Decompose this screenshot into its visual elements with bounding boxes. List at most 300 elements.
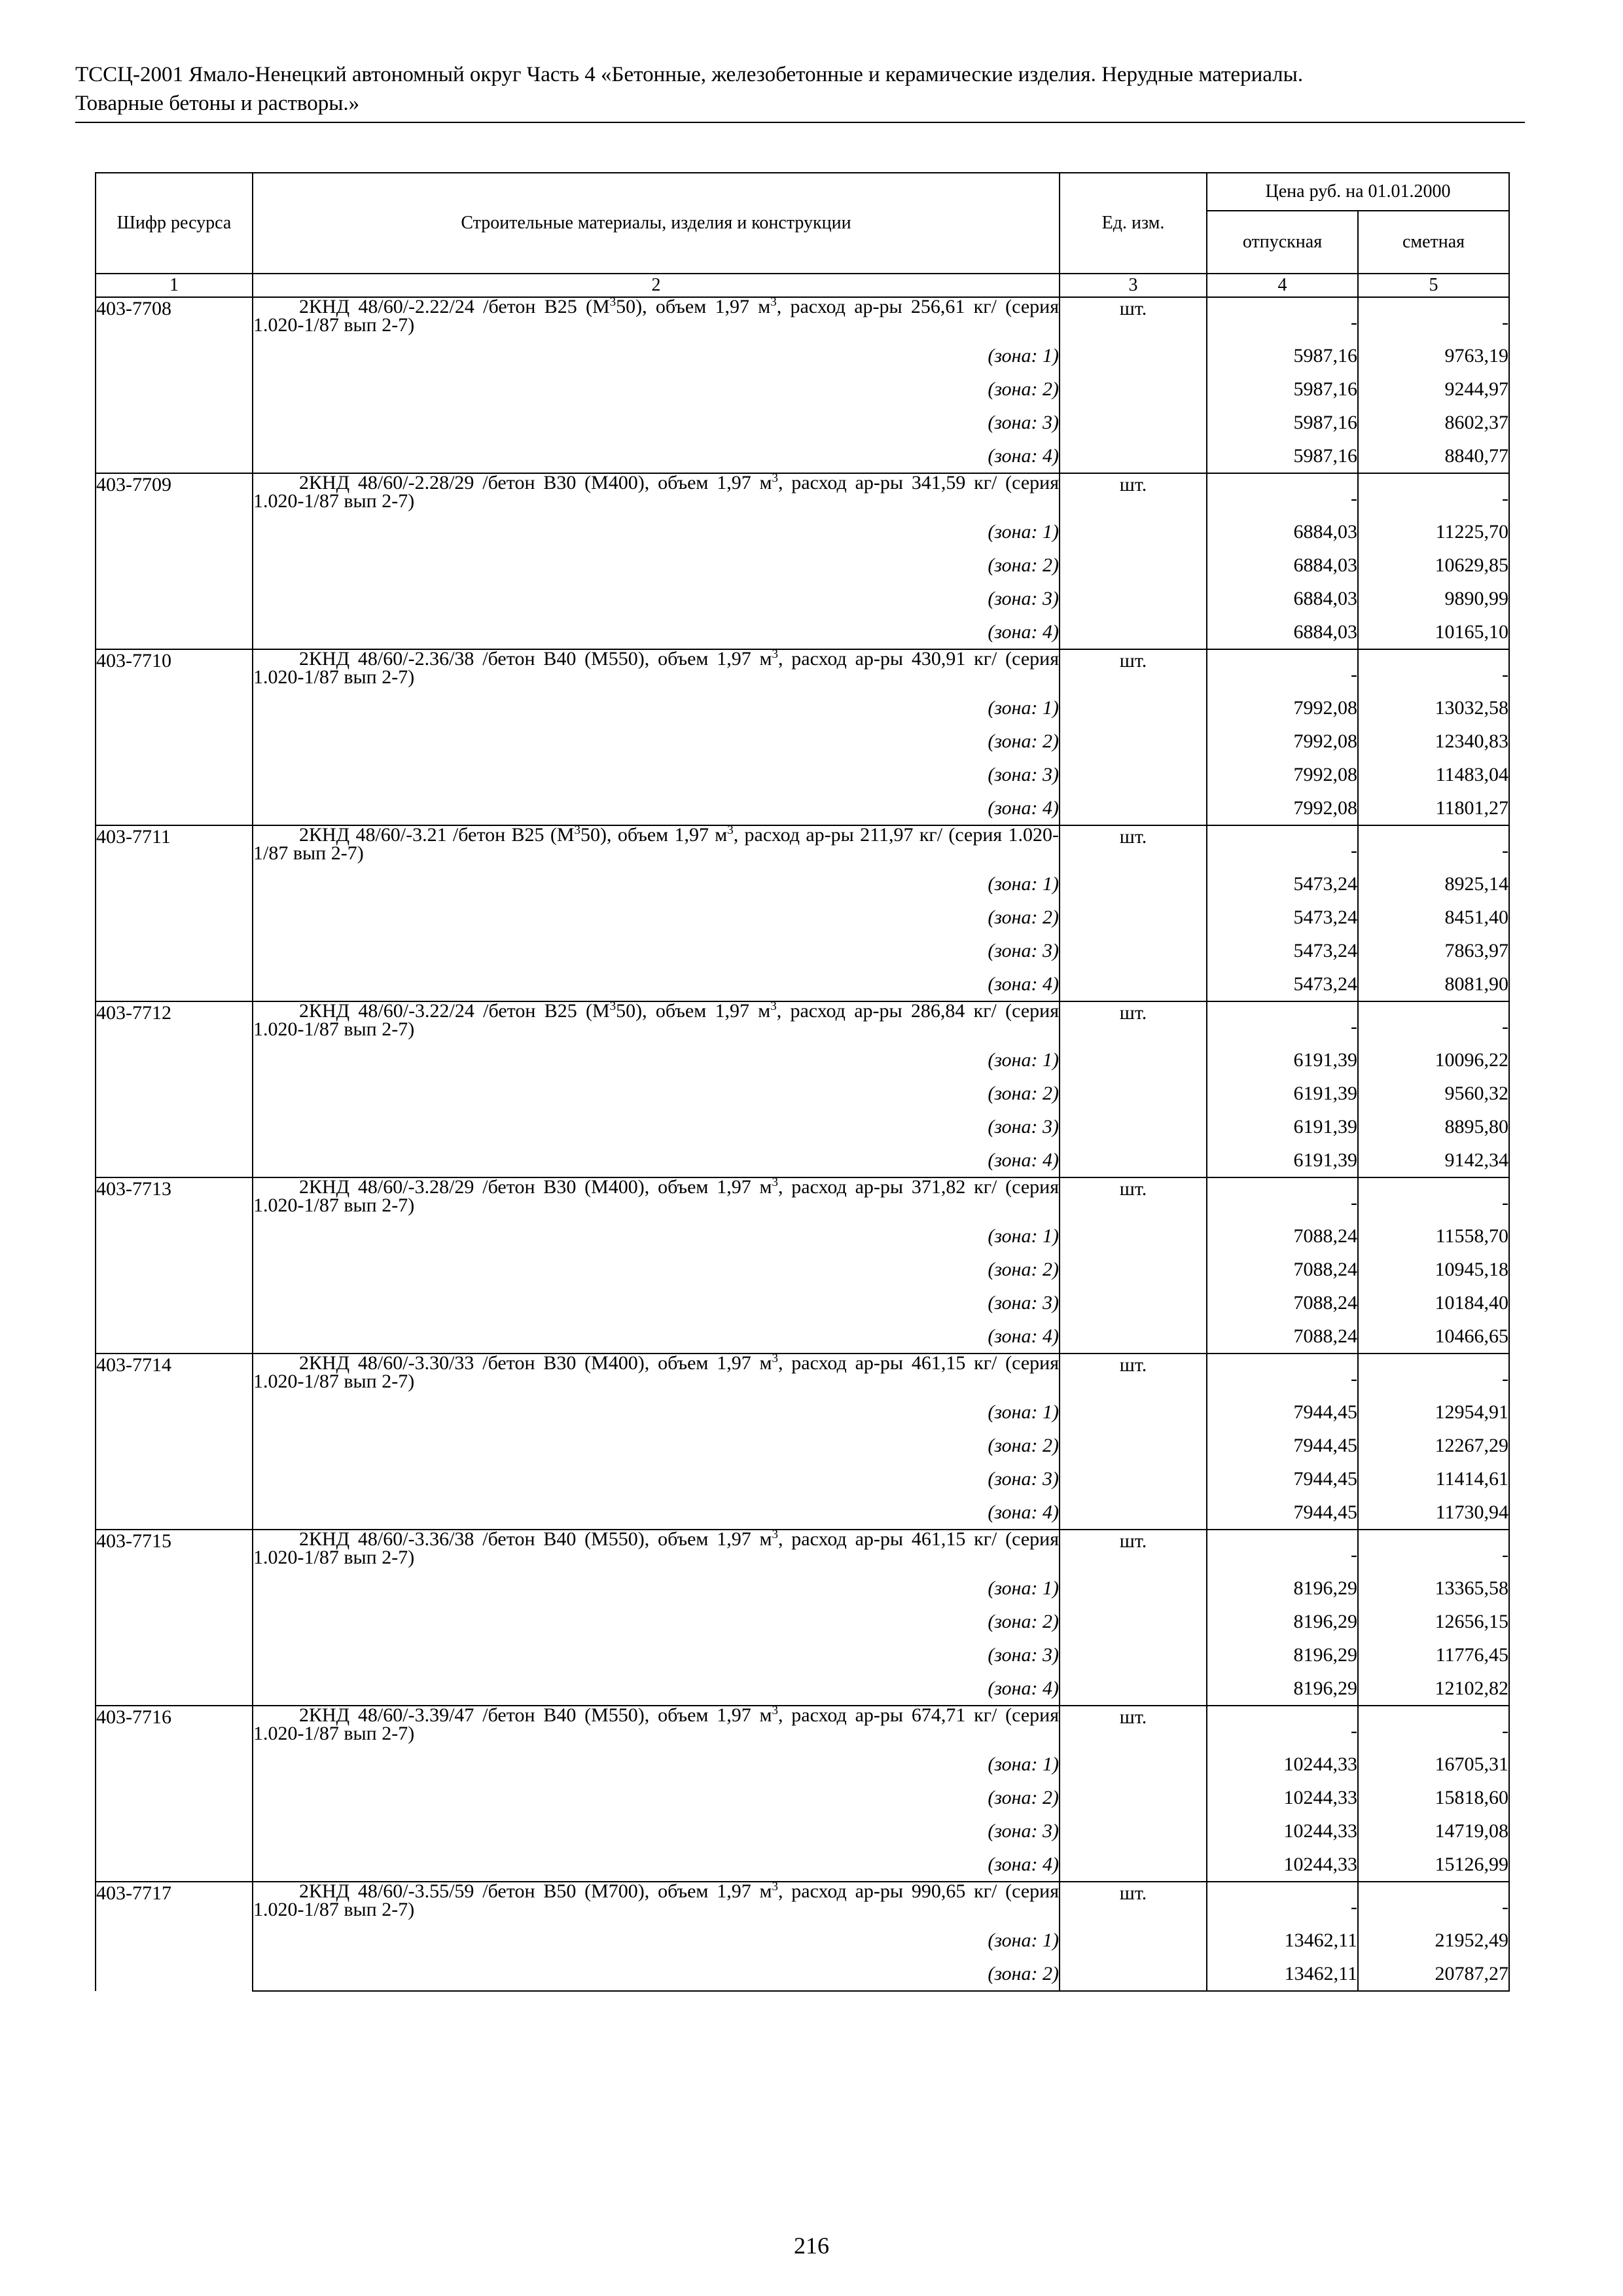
page-number: 216 bbox=[794, 2233, 829, 2259]
zone-label: (зона: 2) bbox=[253, 1429, 1060, 1462]
zone-label: (зона: 1) bbox=[253, 1924, 1060, 1957]
description-text: , расход ар-ры 286,84 кг/ (серия 1.020-1/87 вып 2-7) bbox=[253, 1000, 1059, 1040]
release-price: 7088,24 bbox=[1207, 1319, 1358, 1354]
estimate-price: 7863,97 bbox=[1358, 934, 1509, 967]
description-text: , расход ар-ры 674,71 кг/ (серия 1.020-1/87 вып 2-7) bbox=[253, 1704, 1060, 1744]
zone-row bbox=[96, 934, 1509, 967]
release-price: - bbox=[1207, 649, 1358, 691]
zone-label: (зона: 2) bbox=[253, 372, 1060, 406]
estimate-price: 13365,58 bbox=[1358, 1571, 1509, 1605]
release-price: 7992,08 bbox=[1207, 758, 1358, 791]
unit-of-measure-empty bbox=[1060, 439, 1207, 473]
zone-row bbox=[96, 1462, 1509, 1496]
resource-description bbox=[253, 473, 1060, 515]
zone-row bbox=[96, 515, 1509, 548]
zone-row bbox=[96, 725, 1509, 758]
resource-description bbox=[253, 1530, 1060, 1571]
release-price: 7088,24 bbox=[1207, 1253, 1358, 1286]
unit-of-measure: шт. bbox=[1060, 1530, 1207, 1571]
estimate-price: 11801,27 bbox=[1358, 791, 1509, 825]
estimate-price: 8925,14 bbox=[1358, 867, 1509, 901]
release-price: 6884,03 bbox=[1207, 515, 1358, 548]
zone-label: (зона: 1) bbox=[253, 1571, 1060, 1605]
resource-code: 403-7711 bbox=[96, 825, 253, 1001]
estimate-price: 15818,60 bbox=[1358, 1781, 1509, 1814]
unit-of-measure-empty bbox=[1060, 1253, 1207, 1286]
estimate-price: - bbox=[1358, 297, 1509, 339]
estimate-price: - bbox=[1358, 1001, 1509, 1043]
release-price: 6884,03 bbox=[1207, 582, 1358, 615]
superscript: 3 bbox=[727, 823, 734, 837]
description-text: 50), объем 1,97 м bbox=[616, 296, 771, 317]
zone-row bbox=[96, 615, 1509, 649]
zone-label: (зона: 4) bbox=[253, 1319, 1060, 1354]
table-row bbox=[96, 1530, 1509, 1571]
unit-of-measure-empty bbox=[1060, 901, 1207, 934]
zone-label: (зона: 4) bbox=[253, 791, 1060, 825]
unit-of-measure-empty bbox=[1060, 1219, 1207, 1253]
superscript: 3 bbox=[770, 295, 777, 309]
zone-row bbox=[96, 1605, 1509, 1638]
description-text: 2КНД 48/60/-2.28/29 /бетон В30 (М400), объем 1,97 м bbox=[299, 472, 772, 493]
resource-description bbox=[253, 649, 1060, 691]
unit-of-measure-empty bbox=[1060, 1286, 1207, 1319]
estimate-price: 9244,97 bbox=[1358, 372, 1509, 406]
release-price: 7944,45 bbox=[1207, 1429, 1358, 1462]
header-divider bbox=[75, 122, 1525, 123]
release-price: 6884,03 bbox=[1207, 615, 1358, 649]
zone-row bbox=[96, 1429, 1509, 1462]
estimate-price: - bbox=[1358, 1177, 1509, 1219]
zone-label: (зона: 3) bbox=[253, 1462, 1060, 1496]
column-header-estimate-price: сметная bbox=[1358, 211, 1509, 274]
unit-of-measure-empty bbox=[1060, 1143, 1207, 1177]
estimate-price: - bbox=[1358, 1530, 1509, 1571]
zone-label: (зона: 3) bbox=[253, 1110, 1060, 1143]
estimate-price: - bbox=[1358, 1882, 1509, 1924]
description-text: , расход ар-ры 430,91 кг/ (серия 1.020-1/87 вып 2-7) bbox=[253, 648, 1060, 688]
estimate-price: 12102,82 bbox=[1358, 1672, 1509, 1706]
release-price: 5473,24 bbox=[1207, 934, 1358, 967]
unit-of-measure-empty bbox=[1060, 1110, 1207, 1143]
unit-of-measure-empty bbox=[1060, 1672, 1207, 1706]
zone-label: (зона: 3) bbox=[253, 1814, 1060, 1848]
resource-description bbox=[253, 1001, 1060, 1043]
zone-label: (зона: 3) bbox=[253, 758, 1060, 791]
unit-of-measure-empty bbox=[1060, 1395, 1207, 1429]
column-header-release-price: отпускная bbox=[1207, 211, 1358, 274]
estimate-price: - bbox=[1358, 1706, 1509, 1748]
superscript: 3 bbox=[770, 999, 777, 1013]
description-text: , расход ар-ры 371,82 кг/ (серия 1.020-1/87 вып 2-7) bbox=[253, 1176, 1060, 1216]
release-price: 13462,11 bbox=[1207, 1957, 1358, 1991]
unit-of-measure-empty bbox=[1060, 615, 1207, 649]
zone-label: (зона: 3) bbox=[253, 934, 1060, 967]
zone-row bbox=[96, 439, 1509, 473]
release-price: 6191,39 bbox=[1207, 1110, 1358, 1143]
unit-of-measure-empty bbox=[1060, 867, 1207, 901]
unit-of-measure-empty bbox=[1060, 1077, 1207, 1110]
release-price: 6191,39 bbox=[1207, 1143, 1358, 1177]
zone-row bbox=[96, 406, 1509, 439]
superscript: 3 bbox=[772, 1704, 778, 1717]
unit-of-measure-empty bbox=[1060, 582, 1207, 615]
estimate-price: 12340,83 bbox=[1358, 725, 1509, 758]
unit-of-measure: шт. bbox=[1060, 1177, 1207, 1219]
table-row bbox=[96, 1882, 1509, 1924]
unit-of-measure: шт. bbox=[1060, 1706, 1207, 1748]
zone-row bbox=[96, 967, 1509, 1001]
zone-label: (зона: 3) bbox=[253, 582, 1060, 615]
unit-of-measure-empty bbox=[1060, 967, 1207, 1001]
release-price: 7992,08 bbox=[1207, 691, 1358, 725]
unit-of-measure-empty bbox=[1060, 725, 1207, 758]
zone-label: (зона: 1) bbox=[253, 515, 1060, 548]
zone-row bbox=[96, 548, 1509, 582]
column-header-name: Строительные материалы, изделия и конструкции bbox=[253, 173, 1060, 274]
description-text: , расход ар-ры 341,59 кг/ (серия 1.020-1/87 вып 2-7) bbox=[253, 472, 1060, 512]
zone-row bbox=[96, 758, 1509, 791]
release-price: 5987,16 bbox=[1207, 372, 1358, 406]
table-row bbox=[96, 649, 1509, 691]
column-number: 1 bbox=[96, 274, 253, 297]
estimate-price: - bbox=[1358, 649, 1509, 691]
estimate-price: 12267,29 bbox=[1358, 1429, 1509, 1462]
page-header bbox=[75, 60, 1525, 118]
description-text: , расход ар-ры 211,97 кг/ (серия 1.020-1/87 вып 2-7) bbox=[253, 824, 1059, 864]
estimate-price: 8081,90 bbox=[1358, 967, 1509, 1001]
resource-code: 403-7716 bbox=[96, 1706, 253, 1882]
resource-code: 403-7712 bbox=[96, 1001, 253, 1177]
release-price: 8196,29 bbox=[1207, 1571, 1358, 1605]
unit-of-measure: шт. bbox=[1060, 473, 1207, 515]
release-price: - bbox=[1207, 1354, 1358, 1395]
table-row bbox=[96, 1001, 1509, 1043]
release-price: 8196,29 bbox=[1207, 1638, 1358, 1672]
resource-description bbox=[253, 297, 1060, 339]
zone-label: (зона: 4) bbox=[253, 1672, 1060, 1706]
unit-of-measure-empty bbox=[1060, 1814, 1207, 1848]
zone-row bbox=[96, 1957, 1509, 1991]
release-price: - bbox=[1207, 825, 1358, 867]
release-price: 13462,11 bbox=[1207, 1924, 1358, 1957]
zone-row bbox=[96, 1748, 1509, 1781]
release-price: 10244,33 bbox=[1207, 1748, 1358, 1781]
table-row bbox=[96, 825, 1509, 867]
zone-label: (зона: 2) bbox=[253, 1605, 1060, 1638]
estimate-price: 12954,91 bbox=[1358, 1395, 1509, 1429]
superscript: 3 bbox=[772, 1528, 778, 1541]
release-price: 5987,16 bbox=[1207, 406, 1358, 439]
estimate-price: 9560,32 bbox=[1358, 1077, 1509, 1110]
zone-label: (зона: 1) bbox=[253, 867, 1060, 901]
resource-code: 403-7717 bbox=[96, 1882, 253, 1991]
table-row bbox=[96, 297, 1509, 339]
estimate-price: 12656,15 bbox=[1358, 1605, 1509, 1638]
zone-row bbox=[96, 1286, 1509, 1319]
unit-of-measure: шт. bbox=[1060, 1882, 1207, 1924]
zone-label: (зона: 4) bbox=[253, 1143, 1060, 1177]
unit-of-measure-empty bbox=[1060, 1605, 1207, 1638]
zone-row bbox=[96, 1253, 1509, 1286]
zone-label: (зона: 1) bbox=[253, 1748, 1060, 1781]
resource-description bbox=[253, 1706, 1060, 1748]
zone-label: (зона: 4) bbox=[253, 615, 1060, 649]
unit-of-measure-empty bbox=[1060, 1781, 1207, 1814]
zone-row bbox=[96, 1219, 1509, 1253]
release-price: 7088,24 bbox=[1207, 1286, 1358, 1319]
superscript: 3 bbox=[772, 1352, 778, 1365]
release-price: 10244,33 bbox=[1207, 1814, 1358, 1848]
zone-label: (зона: 3) bbox=[253, 1286, 1060, 1319]
column-header-code: Шифр ресурса bbox=[96, 173, 253, 274]
estimate-price: 21952,49 bbox=[1358, 1924, 1509, 1957]
description-text: , расход ар-ры 461,15 кг/ (серия 1.020-1/87 вып 2-7) bbox=[253, 1352, 1060, 1392]
zone-row bbox=[96, 1814, 1509, 1848]
release-price: 6191,39 bbox=[1207, 1077, 1358, 1110]
unit-of-measure-empty bbox=[1060, 1638, 1207, 1672]
zone-label: (зона: 2) bbox=[253, 901, 1060, 934]
resource-code: 403-7715 bbox=[96, 1530, 253, 1706]
release-price: 7944,45 bbox=[1207, 1496, 1358, 1530]
column-header-price-group: Цена руб. на 01.01.2000 bbox=[1207, 173, 1509, 211]
release-price: 6191,39 bbox=[1207, 1043, 1358, 1077]
resource-description bbox=[253, 1177, 1060, 1219]
release-price: 5987,16 bbox=[1207, 439, 1358, 473]
unit-of-measure-empty bbox=[1060, 1429, 1207, 1462]
release-price: 7944,45 bbox=[1207, 1395, 1358, 1429]
unit-of-measure-empty bbox=[1060, 691, 1207, 725]
estimate-price: 9890,99 bbox=[1358, 582, 1509, 615]
superscript: 3 bbox=[772, 1175, 778, 1189]
estimate-price: 10184,40 bbox=[1358, 1286, 1509, 1319]
release-price: 7992,08 bbox=[1207, 725, 1358, 758]
unit-of-measure-empty bbox=[1060, 372, 1207, 406]
zone-label: (зона: 4) bbox=[253, 967, 1060, 1001]
zone-label: (зона: 3) bbox=[253, 1638, 1060, 1672]
zone-label: (зона: 1) bbox=[253, 1043, 1060, 1077]
unit-of-measure: шт. bbox=[1060, 825, 1207, 867]
estimate-price: 8602,37 bbox=[1358, 406, 1509, 439]
resource-code: 403-7708 bbox=[96, 297, 253, 473]
zone-row bbox=[96, 791, 1509, 825]
zone-row bbox=[96, 1924, 1509, 1957]
estimate-price: - bbox=[1358, 1354, 1509, 1395]
zone-label: (зона: 2) bbox=[253, 1781, 1060, 1814]
zone-label: (зона: 4) bbox=[253, 1848, 1060, 1882]
estimate-price: 16705,31 bbox=[1358, 1748, 1509, 1781]
estimate-price: 10629,85 bbox=[1358, 548, 1509, 582]
release-price: - bbox=[1207, 473, 1358, 515]
zone-row bbox=[96, 339, 1509, 372]
zone-row bbox=[96, 1143, 1509, 1177]
zone-row bbox=[96, 691, 1509, 725]
release-price: 6884,03 bbox=[1207, 548, 1358, 582]
zone-row bbox=[96, 1110, 1509, 1143]
estimate-price: 8451,40 bbox=[1358, 901, 1509, 934]
release-price: 5473,24 bbox=[1207, 901, 1358, 934]
zone-label: (зона: 4) bbox=[253, 1496, 1060, 1530]
zone-label: (зона: 4) bbox=[253, 439, 1060, 473]
unit-of-measure-empty bbox=[1060, 548, 1207, 582]
release-price: 5473,24 bbox=[1207, 867, 1358, 901]
zone-row bbox=[96, 1672, 1509, 1706]
description-text: , расход ар-ры 990,65 кг/ (серия 1.020-1/87 вып 2-7) bbox=[253, 1880, 1060, 1920]
estimate-price: 11414,61 bbox=[1358, 1462, 1509, 1496]
resource-price-table bbox=[95, 172, 1510, 1992]
table-body bbox=[96, 297, 1509, 1991]
superscript: 3 bbox=[609, 295, 616, 309]
zone-row bbox=[96, 1395, 1509, 1429]
table-row bbox=[96, 1177, 1509, 1219]
estimate-price: 13032,58 bbox=[1358, 691, 1509, 725]
release-price: 5473,24 bbox=[1207, 967, 1358, 1001]
unit-of-measure-empty bbox=[1060, 1319, 1207, 1354]
resource-description bbox=[253, 825, 1060, 867]
release-price: 7992,08 bbox=[1207, 791, 1358, 825]
unit-of-measure-empty bbox=[1060, 1571, 1207, 1605]
estimate-price: - bbox=[1358, 825, 1509, 867]
release-price: - bbox=[1207, 1882, 1358, 1924]
column-number: 2 bbox=[253, 274, 1060, 297]
description-text: 50), объем 1,97 м bbox=[616, 1000, 771, 1022]
zone-row bbox=[96, 1043, 1509, 1077]
release-price: 10244,33 bbox=[1207, 1781, 1358, 1814]
resource-code: 403-7714 bbox=[96, 1354, 253, 1530]
release-price: 8196,29 bbox=[1207, 1605, 1358, 1638]
description-text: 2КНД 48/60/-3.39/47 /бетон В40 (М550), объем 1,97 м bbox=[299, 1704, 772, 1726]
unit-of-measure: шт. bbox=[1060, 1001, 1207, 1043]
unit-of-measure-empty bbox=[1060, 1496, 1207, 1530]
unit-of-measure-empty bbox=[1060, 1043, 1207, 1077]
superscript: 3 bbox=[772, 471, 778, 485]
zone-label: (зона: 2) bbox=[253, 1253, 1060, 1286]
description-text: 50), объем 1,97 м bbox=[580, 824, 728, 846]
zone-label: (зона: 2) bbox=[253, 1957, 1060, 1991]
zone-row bbox=[96, 372, 1509, 406]
unit-of-measure-empty bbox=[1060, 934, 1207, 967]
superscript: 3 bbox=[772, 647, 778, 661]
estimate-price: 20787,27 bbox=[1358, 1957, 1509, 1991]
header-line-2: Товарные бетоны и растворы.» bbox=[75, 92, 360, 115]
zone-label: (зона: 3) bbox=[253, 406, 1060, 439]
estimate-price: 8895,80 bbox=[1358, 1110, 1509, 1143]
unit-of-measure: шт. bbox=[1060, 649, 1207, 691]
release-price: 7944,45 bbox=[1207, 1462, 1358, 1496]
estimate-price: 11483,04 bbox=[1358, 758, 1509, 791]
table-row bbox=[96, 1354, 1509, 1395]
zone-label: (зона: 2) bbox=[253, 725, 1060, 758]
superscript: 3 bbox=[772, 1880, 778, 1893]
resource-description bbox=[253, 1882, 1060, 1924]
zone-row bbox=[96, 582, 1509, 615]
release-price: 10244,33 bbox=[1207, 1848, 1358, 1882]
zone-row bbox=[96, 1077, 1509, 1110]
zone-label: (зона: 1) bbox=[253, 691, 1060, 725]
description-text: , расход ар-ры 461,15 кг/ (серия 1.020-1/87 вып 2-7) bbox=[253, 1528, 1060, 1568]
estimate-price: 10466,65 bbox=[1358, 1319, 1509, 1354]
unit-of-measure-empty bbox=[1060, 339, 1207, 372]
release-price: - bbox=[1207, 297, 1358, 339]
description-text: 2КНД 48/60/-2.22/24 /бетон В25 (М bbox=[299, 296, 610, 317]
unit-of-measure: шт. bbox=[1060, 1354, 1207, 1395]
unit-of-measure-empty bbox=[1060, 1748, 1207, 1781]
zone-row bbox=[96, 1319, 1509, 1354]
estimate-price: 14719,08 bbox=[1358, 1814, 1509, 1848]
estimate-price: 10945,18 bbox=[1358, 1253, 1509, 1286]
resource-code: 403-7710 bbox=[96, 649, 253, 825]
zone-row bbox=[96, 1848, 1509, 1882]
superscript: 3 bbox=[574, 823, 581, 837]
resource-code: 403-7709 bbox=[96, 473, 253, 649]
table-row bbox=[96, 1706, 1509, 1748]
estimate-price: 10096,22 bbox=[1358, 1043, 1509, 1077]
description-text: 2КНД 48/60/-3.55/59 /бетон В50 (М700), объем 1,97 м bbox=[299, 1880, 772, 1902]
unit-of-measure-empty bbox=[1060, 791, 1207, 825]
superscript: 3 bbox=[609, 999, 616, 1013]
zone-row bbox=[96, 1638, 1509, 1672]
resource-code: 403-7713 bbox=[96, 1177, 253, 1354]
zone-row bbox=[96, 867, 1509, 901]
release-price: 8196,29 bbox=[1207, 1672, 1358, 1706]
zone-label: (зона: 1) bbox=[253, 339, 1060, 372]
zone-label: (зона: 2) bbox=[253, 548, 1060, 582]
header-line-1: ТССЦ-2001 Ямало-Ненецкий автономный округ Часть 4 «Бетонные, железобетонные и керамические изделия. Нерудные материалы. bbox=[75, 63, 1304, 86]
description-text: , расход ар-ры 256,61 кг/ (серия 1.020-1/87 вып 2-7) bbox=[253, 296, 1059, 336]
zone-row bbox=[96, 1496, 1509, 1530]
zone-row bbox=[96, 901, 1509, 934]
description-text: 2КНД 48/60/-3.36/38 /бетон В40 (М550), объем 1,97 м bbox=[299, 1528, 772, 1550]
description-text: 2КНД 48/60/-3.22/24 /бетон В25 (М bbox=[299, 1000, 610, 1022]
zone-row bbox=[96, 1781, 1509, 1814]
estimate-price: - bbox=[1358, 473, 1509, 515]
estimate-price: 9142,34 bbox=[1358, 1143, 1509, 1177]
column-header-unit: Ед. изм. bbox=[1060, 173, 1207, 274]
description-text: 2КНД 48/60/-3.30/33 /бетон В30 (М400), объем 1,97 м bbox=[299, 1352, 772, 1374]
estimate-price: 11730,94 bbox=[1358, 1496, 1509, 1530]
description-text: 2КНД 48/60/-3.21 /бетон В25 (М bbox=[299, 824, 575, 846]
release-price: - bbox=[1207, 1530, 1358, 1571]
estimate-price: 10165,10 bbox=[1358, 615, 1509, 649]
release-price: - bbox=[1207, 1706, 1358, 1748]
unit-of-measure-empty bbox=[1060, 515, 1207, 548]
estimate-price: 11776,45 bbox=[1358, 1638, 1509, 1672]
release-price: - bbox=[1207, 1177, 1358, 1219]
column-number: 5 bbox=[1358, 274, 1509, 297]
column-number: 4 bbox=[1207, 274, 1358, 297]
estimate-price: 8840,77 bbox=[1358, 439, 1509, 473]
release-price: - bbox=[1207, 1001, 1358, 1043]
unit-of-measure-empty bbox=[1060, 406, 1207, 439]
description-text: 2КНД 48/60/-3.28/29 /бетон В30 (М400), объем 1,97 м bbox=[299, 1176, 772, 1198]
table-row bbox=[96, 473, 1509, 515]
unit-of-measure-empty bbox=[1060, 1848, 1207, 1882]
description-text: 2КНД 48/60/-2.36/38 /бетон В40 (М550), объем 1,97 м bbox=[299, 648, 772, 670]
zone-label: (зона: 1) bbox=[253, 1395, 1060, 1429]
zone-row bbox=[96, 1571, 1509, 1605]
estimate-price: 11225,70 bbox=[1358, 515, 1509, 548]
unit-of-measure-empty bbox=[1060, 1924, 1207, 1957]
zone-label: (зона: 1) bbox=[253, 1219, 1060, 1253]
unit-of-measure-empty bbox=[1060, 758, 1207, 791]
unit-of-measure-empty bbox=[1060, 1462, 1207, 1496]
release-price: 5987,16 bbox=[1207, 339, 1358, 372]
column-number: 3 bbox=[1060, 274, 1207, 297]
unit-of-measure-empty bbox=[1060, 1957, 1207, 1991]
release-price: 7088,24 bbox=[1207, 1219, 1358, 1253]
zone-label: (зона: 2) bbox=[253, 1077, 1060, 1110]
unit-of-measure: шт. bbox=[1060, 297, 1207, 339]
